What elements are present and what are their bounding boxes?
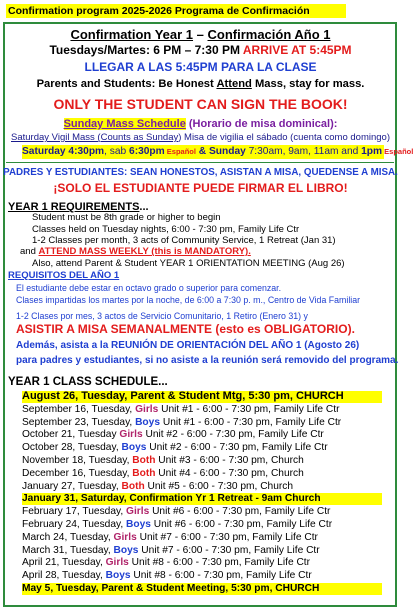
schedule-date: September 23, Tuesday,: [22, 416, 136, 428]
schedule-date: December 16, Tuesday,: [22, 467, 133, 479]
saturday-pre: Saturday Vigil Mass (: [11, 132, 101, 143]
title-en: Confirmation Year 1: [70, 27, 194, 42]
sunday-1pm: 1pm: [361, 146, 383, 157]
schedule-group: Girls: [126, 506, 150, 518]
attend-weekly: ATTEND MASS WEEKLY (this is MANDATORY).: [38, 246, 251, 257]
requisitos-heading: REQUISITOS DEL AÑO 1: [8, 270, 120, 281]
schedule-group: Girls: [119, 429, 143, 441]
schedule-date: October 21, Tuesday: [22, 429, 120, 441]
schedule-date: April 21, Tuesday,: [22, 557, 106, 569]
schedule-detail: Unit #2 - 6:00 - 7:30 pm, Family Life Ctr: [146, 442, 328, 454]
es-honesty-note: PADRES Y ESTUDIANTES: SEAN HONESTOS, ASISTAN A MISA, QUEDENSE A MISA.: [3, 167, 398, 178]
arrive-es: LLEGAR A LAS 5:45PM PARA LA CLASE: [84, 60, 317, 74]
requirements-heading-text: YEAR 1 REQUIREMENTS: [8, 201, 140, 213]
espanol-label-2: Español: [382, 147, 413, 156]
schedule-row: [22, 391, 382, 403]
schedule-date: February 17, Tuesday,: [22, 506, 127, 518]
espanol-label-1: Español: [164, 147, 196, 156]
schedule-group: Boys: [113, 544, 139, 556]
requirements-heading: YEAR 1 REQUIREMENTS...: [8, 201, 149, 213]
requisito-item: 1-2 Clases por mes, 3 actos de Servicio Comunitario, 1 Retiro (Enero 31) y: [16, 311, 308, 321]
schedule-date: February 24, Tuesday,: [22, 519, 127, 530]
schedule-detail: Unit #7 - 6:00 - 7:30 pm, Family Life Ctr: [136, 531, 318, 543]
schedule-group: Boys: [126, 519, 151, 530]
schedule-heading-text: YEAR 1 CLASS SCHEDULE: [8, 376, 159, 388]
schedule-row: [22, 442, 382, 454]
meeting-time: [0, 43, 401, 58]
saturday-post: ) Misa de vigilia el sábado (cuenta como domingo): [178, 132, 390, 143]
schedule-detail: Unit #8 - 6:00 - 7:30 pm, Family Life Ctr: [130, 570, 312, 582]
schedule-date: January 27, Tuesday,: [22, 480, 122, 492]
saturday-vigil-note: [0, 131, 401, 144]
schedule-group: Boys: [105, 570, 131, 582]
mass-heading-es: (Horario de misa dominical):: [185, 118, 338, 130]
schedule-group: Boys: [135, 416, 160, 428]
schedule-detail: Unit #3 - 6:00 - 7:30 pm, Church: [155, 455, 304, 466]
requirement-item: Classes held on Tuesday nights, 6:00 - 7:30 pm, Family Life Ctr: [32, 224, 300, 235]
schedule-date: September 16, Tuesday,: [22, 403, 136, 415]
title-sep: –: [193, 27, 208, 42]
honesty-attend: Attend: [216, 78, 252, 90]
schedule-detail: Unit #4 - 6:00 - 7:30 pm, Church: [155, 467, 304, 479]
sat-es: , sab: [104, 146, 130, 157]
schedule-date: August 26, Tuesday, Parent & Student Mtg, 5:30 pm, CHURCH: [22, 390, 344, 402]
schedule-row: [22, 557, 382, 569]
schedule-group: Girls: [135, 403, 159, 415]
schedule-group: Girls: [105, 557, 129, 569]
requisito-item: El estudiante debe estar en octavo grado o superior para comenzar.: [16, 283, 282, 293]
schedule-row: [22, 519, 382, 531]
schedule-row: [22, 481, 382, 493]
schedule-date: May 5, Tuesday, Parent & Student Meeting, 5:30 pm, CHURCH: [22, 583, 320, 594]
schedule-date: March 31, Tuesday,: [22, 544, 114, 556]
schedule-detail: Unit #5 - 6:00 - 7:30 pm, Church: [144, 480, 294, 492]
arrive-time: ARRIVE AT 5:45PM: [242, 43, 352, 57]
schedule-group: Girls: [113, 531, 137, 543]
program-banner: Confirmation program 2025-2026 Programa de Confirmación: [6, 4, 346, 18]
schedule-detail: Unit #8 - 6:00 - 7:30 pm, Family Life Ctr: [128, 557, 311, 569]
schedule-detail: Unit #6 - 6:00 - 7:30 pm, Family Life Ctr: [149, 506, 331, 518]
schedule-row: [22, 583, 382, 595]
amp: &: [195, 146, 209, 157]
requirement-item: Student must be 8th grade or higher to begin: [32, 212, 221, 223]
sunday-label: Sunday: [209, 146, 246, 157]
saturday-counts: Counts as Sunday: [100, 132, 179, 143]
schedule-detail: Unit #1 - 6:00 - 7:30 pm, Family Life Ctr: [160, 416, 342, 428]
schedule-row: [22, 455, 382, 467]
sat-es-time: 6:30pm: [129, 146, 165, 157]
schedule-date: March 24, Tuesday,: [22, 531, 114, 543]
honesty-post: Mass, stay for mass.: [251, 78, 365, 90]
requirement-item: 1-2 Classes per month, 3 acts of Community Service, 1 Retreat (Jan 31): [32, 235, 336, 246]
schedule-date: January 31, Saturday, Confirmation Yr 1 Retreat - 9am Church: [22, 493, 321, 505]
honesty-note: [0, 77, 401, 92]
schedule-row: [22, 493, 382, 505]
schedule-row: [22, 532, 382, 544]
and-text: and: [20, 246, 39, 257]
title-es: Confirmación Año 1: [207, 27, 331, 42]
mass-schedule-heading: [0, 117, 401, 131]
schedule-date: November 18, Tuesday,: [22, 455, 133, 466]
document-title: [0, 27, 401, 43]
schedule-detail: Unit #1 - 6:00 - 7:30 pm, Family Life Ctr: [158, 403, 340, 415]
schedule-detail: Unit #2 - 6:00 - 7:30 pm, Family Life Ctr: [142, 429, 324, 441]
asistir-misa: ASISTIR A MISA SEMANALMENTE (esto es OBLIGATORIO).: [16, 322, 355, 336]
schedule-group: Boys: [121, 442, 147, 454]
schedule-row: [22, 506, 382, 518]
schedule-row: [22, 570, 382, 582]
mass-heading-en: Sunday Mass Schedule: [63, 118, 186, 130]
schedule-group: Both: [121, 480, 145, 492]
schedule-row: [22, 404, 382, 416]
schedule-row: [22, 545, 382, 557]
sunday-times: 7:30am, 9am, 11am and: [245, 146, 362, 157]
schedule-row: [22, 417, 382, 429]
mass-times: [22, 145, 413, 159]
schedule-heading: YEAR 1 CLASS SCHEDULE...: [8, 376, 168, 388]
schedule-row: [22, 468, 382, 480]
sat-time: Saturday 4:30pm: [22, 146, 105, 157]
schedule-detail: Unit #7 - 6:00 - 7:30 pm, Family Life Ctr: [138, 544, 320, 556]
schedule-group: Both: [132, 467, 156, 479]
schedule-group: Both: [132, 455, 156, 466]
orientacion-1: Además, asista a la REUNIÓN DE ORIENTACIÓN DEL AÑO 1 (Agosto 26): [16, 340, 360, 351]
requirement-orientation: Also, attend Parent & Student YEAR 1 ORIENTATION MEETING (Aug 26): [32, 258, 345, 269]
requirement-mass: [20, 246, 251, 258]
only-student-note: ONLY THE STUDENT CAN SIGN THE BOOK!: [53, 96, 348, 112]
es-only-student-note: ¡SOLO EL ESTUDIANTE PUEDE FIRMAR EL LIBRO!: [53, 181, 348, 195]
schedule-row: [22, 429, 382, 441]
schedule-date: April 28, Tuesday,: [22, 570, 106, 582]
honesty-pre: Parents and Students: Be Honest: [36, 78, 217, 90]
requisito-item: Clases impartidas los martes por la noche, de 6:00 a 7:30 p. m., Centro de Vida Familiar: [16, 295, 361, 305]
section-divider: [6, 162, 394, 163]
orientacion-2: para padres y estudiantes, si no asiste a la reunión será removido del programa.: [16, 355, 399, 366]
schedule-date: October 28, Tuesday,: [22, 442, 122, 454]
schedule-detail: Unit #6 - 6:00 - 7:30 pm, Family Life Ctr: [150, 519, 333, 530]
meeting-time-text: Tuesdays/Martes: 6 PM – 7:30 PM: [49, 43, 243, 57]
